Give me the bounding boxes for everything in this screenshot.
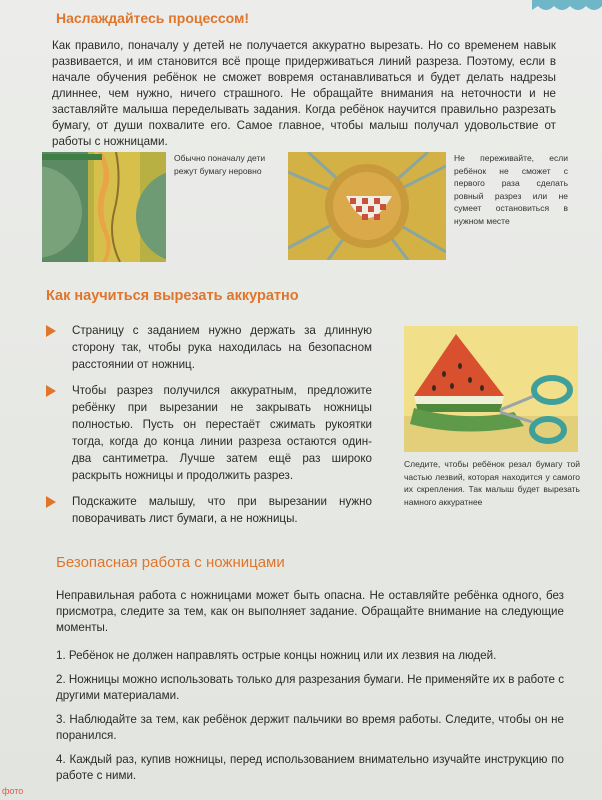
scissors-watermelon-photo (404, 326, 578, 452)
safety-intro: Неправильная работа с ножницами может быть опасна. Не оставляйте ребёнка одного, без присмотра, следите за тем, как он выполняет задание. Обращайте внимание на следующие моменты. (56, 589, 564, 634)
decorative-border-icon (532, 0, 602, 14)
triangle-bullet-icon (46, 385, 56, 397)
watermark: фото (2, 786, 24, 796)
list-item: Подскажите малышу, что при вырезании нужно поворачивать лист бумаги, а не ножницы. (44, 493, 372, 527)
list-item: 4. Каждый раз, купив ножницы, перед использованием внимательно изучайте инструкцию по работе с ними. (56, 753, 564, 782)
list-item: 2. Ножницы можно использовать только для разрезания бумаги. Не применяйте их в работе с другими материалами. (56, 673, 564, 702)
neat-bullet-list (44, 322, 372, 536)
list-item: Чтобы разрез получился аккуратным, предложите ребёнку при вырезании не закрывать ножницы полностью. Пусть он перестаёт сжимать рукоятки тогда, когда до конца линии разреза остаются один-два сантиметра. Лучше затем ещё раз широко раскрыть ножницы и продолжить разрез. (44, 382, 372, 484)
triangle-bullet-icon (46, 325, 56, 337)
sun-craft-photo (288, 152, 446, 260)
section-neat-title: Как научиться вырезать аккуратно (46, 288, 299, 304)
photo1-caption: Обычно поначалу дети режут бумагу неровно (174, 153, 266, 176)
list-item: 1. Ребёнок не должен направлять острые концы ножниц или их лезвия на людей. (56, 649, 497, 662)
intro-paragraph: Как правило, поначалу у детей не получается аккуратно вырезать. Но со временем навык развивается, и им становится всё проще придерживаться линий разреза. Поэтому, если в начале обучения ребёнок не сможет вовремя останавливаться и будет делать надрезы длиннее, чем нужно, ничего страшного. Не обращайте внимания на неточности и не заставляйте малыша переделывать задания. Когда ребёнок научится правильно разрезать бумагу, от души похвалите его. Самое главное, чтобы малыш получал удовольствие от работы с ножницами. (52, 39, 556, 148)
list-item: Страницу с заданием нужно держать за длинную сторону так, чтобы рука находилась на безопасном расстоянии от ножниц. (44, 322, 372, 373)
triangle-bullet-icon (46, 496, 56, 508)
page-heading: Наслаждайтесь процессом! (56, 10, 250, 26)
photo3-caption: Следите, чтобы ребёнок резал бумагу той частью лезвий, которая находится у самого их скрепления. Так малыш будет вырезать намного аккуратнее (404, 459, 580, 507)
list-item: 3. Наблюдайте за тем, как ребёнок держит пальчики во время работы. Следите, чтобы он не поранился. (56, 713, 564, 742)
uneven-cut-photo (42, 152, 166, 262)
photo2-caption: Не переживайте, если ребёнок не сможет с первого раза сделать ровный разрез или не сумеет остановиться в нужном месте (454, 153, 568, 226)
section-safety-title: Безопасная работа с ножницами (56, 554, 285, 571)
